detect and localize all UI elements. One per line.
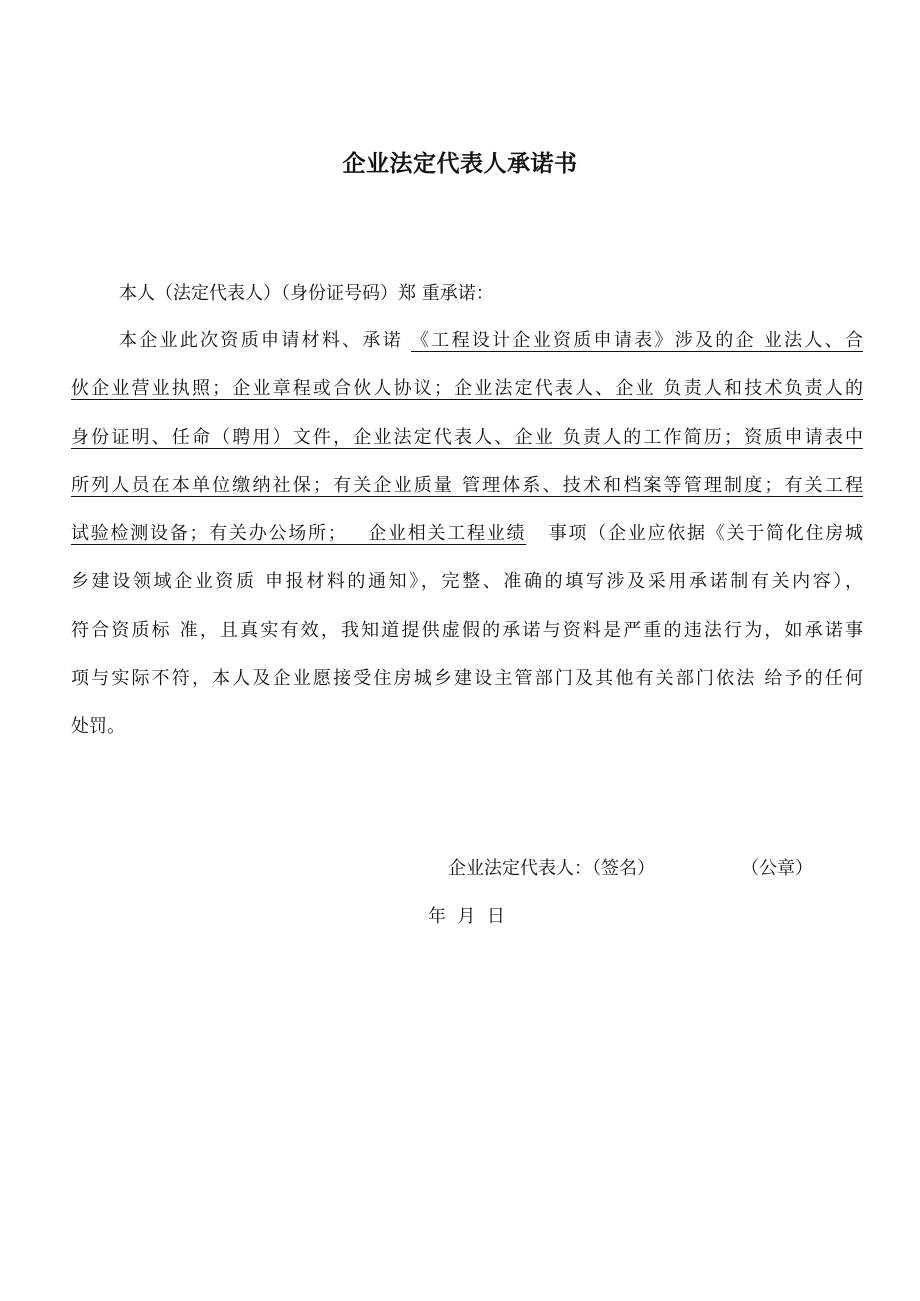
body-line-3: 身份证明、任命（聘用）文件，企业法定代表人、企业 负责人的工作简历；资质申请表中 bbox=[71, 427, 863, 448]
body-line-9: 处罚。 bbox=[71, 716, 125, 737]
signature-label: 企业法定代表人：（签名） bbox=[448, 858, 655, 879]
body-line-1-underlined: 《工程设计企业资质申请表》涉及的企 业法人、合 bbox=[411, 330, 863, 351]
signature-line bbox=[448, 855, 813, 883]
seal-label: （公章） bbox=[741, 858, 813, 879]
body-line-4: 所列人员在本单位缴纳社保；有关企业质量 管理体系、技术和档案等管理制度；有关工程 bbox=[71, 475, 863, 496]
body-line-2: 伙企业营业执照；企业章程或合伙人协议；企业法定代表人、企业 负责人和技术负责人的 bbox=[71, 378, 863, 399]
date-line: 年 月 日 bbox=[428, 906, 505, 927]
intro-line: 本人（法定代表人）（身份证号码）郑 重承诺： bbox=[119, 283, 494, 304]
body-line-5-underlined: 试验检测设备；有关办公场所； 企业相关工程业绩 bbox=[71, 523, 527, 544]
page-title: 企业法定代表人承诺书 bbox=[342, 151, 578, 177]
body-line-1 bbox=[119, 327, 863, 355]
body-line-5-rest: 事项（企业应依据《关于简化住房城 bbox=[526, 523, 863, 544]
body-line-5 bbox=[71, 520, 863, 548]
body-line-1-prefix: 本企业此次资质申请材料、承诺 bbox=[119, 330, 411, 351]
body-line-8: 项与实际不符，本人及企业愿接受住房城乡建设主管部门及其他有关部门依法 给予的任何 bbox=[71, 668, 863, 689]
body-line-7: 符合资质标 准，且真实有效，我知道提供虚假的承诺与资料是严重的违法行为，如承诺事 bbox=[71, 620, 863, 641]
body-line-6: 乡建设领域企业资质 申报材料的通知》，完整、准确的填写涉及采用承诺制有关内容）， bbox=[71, 571, 863, 592]
